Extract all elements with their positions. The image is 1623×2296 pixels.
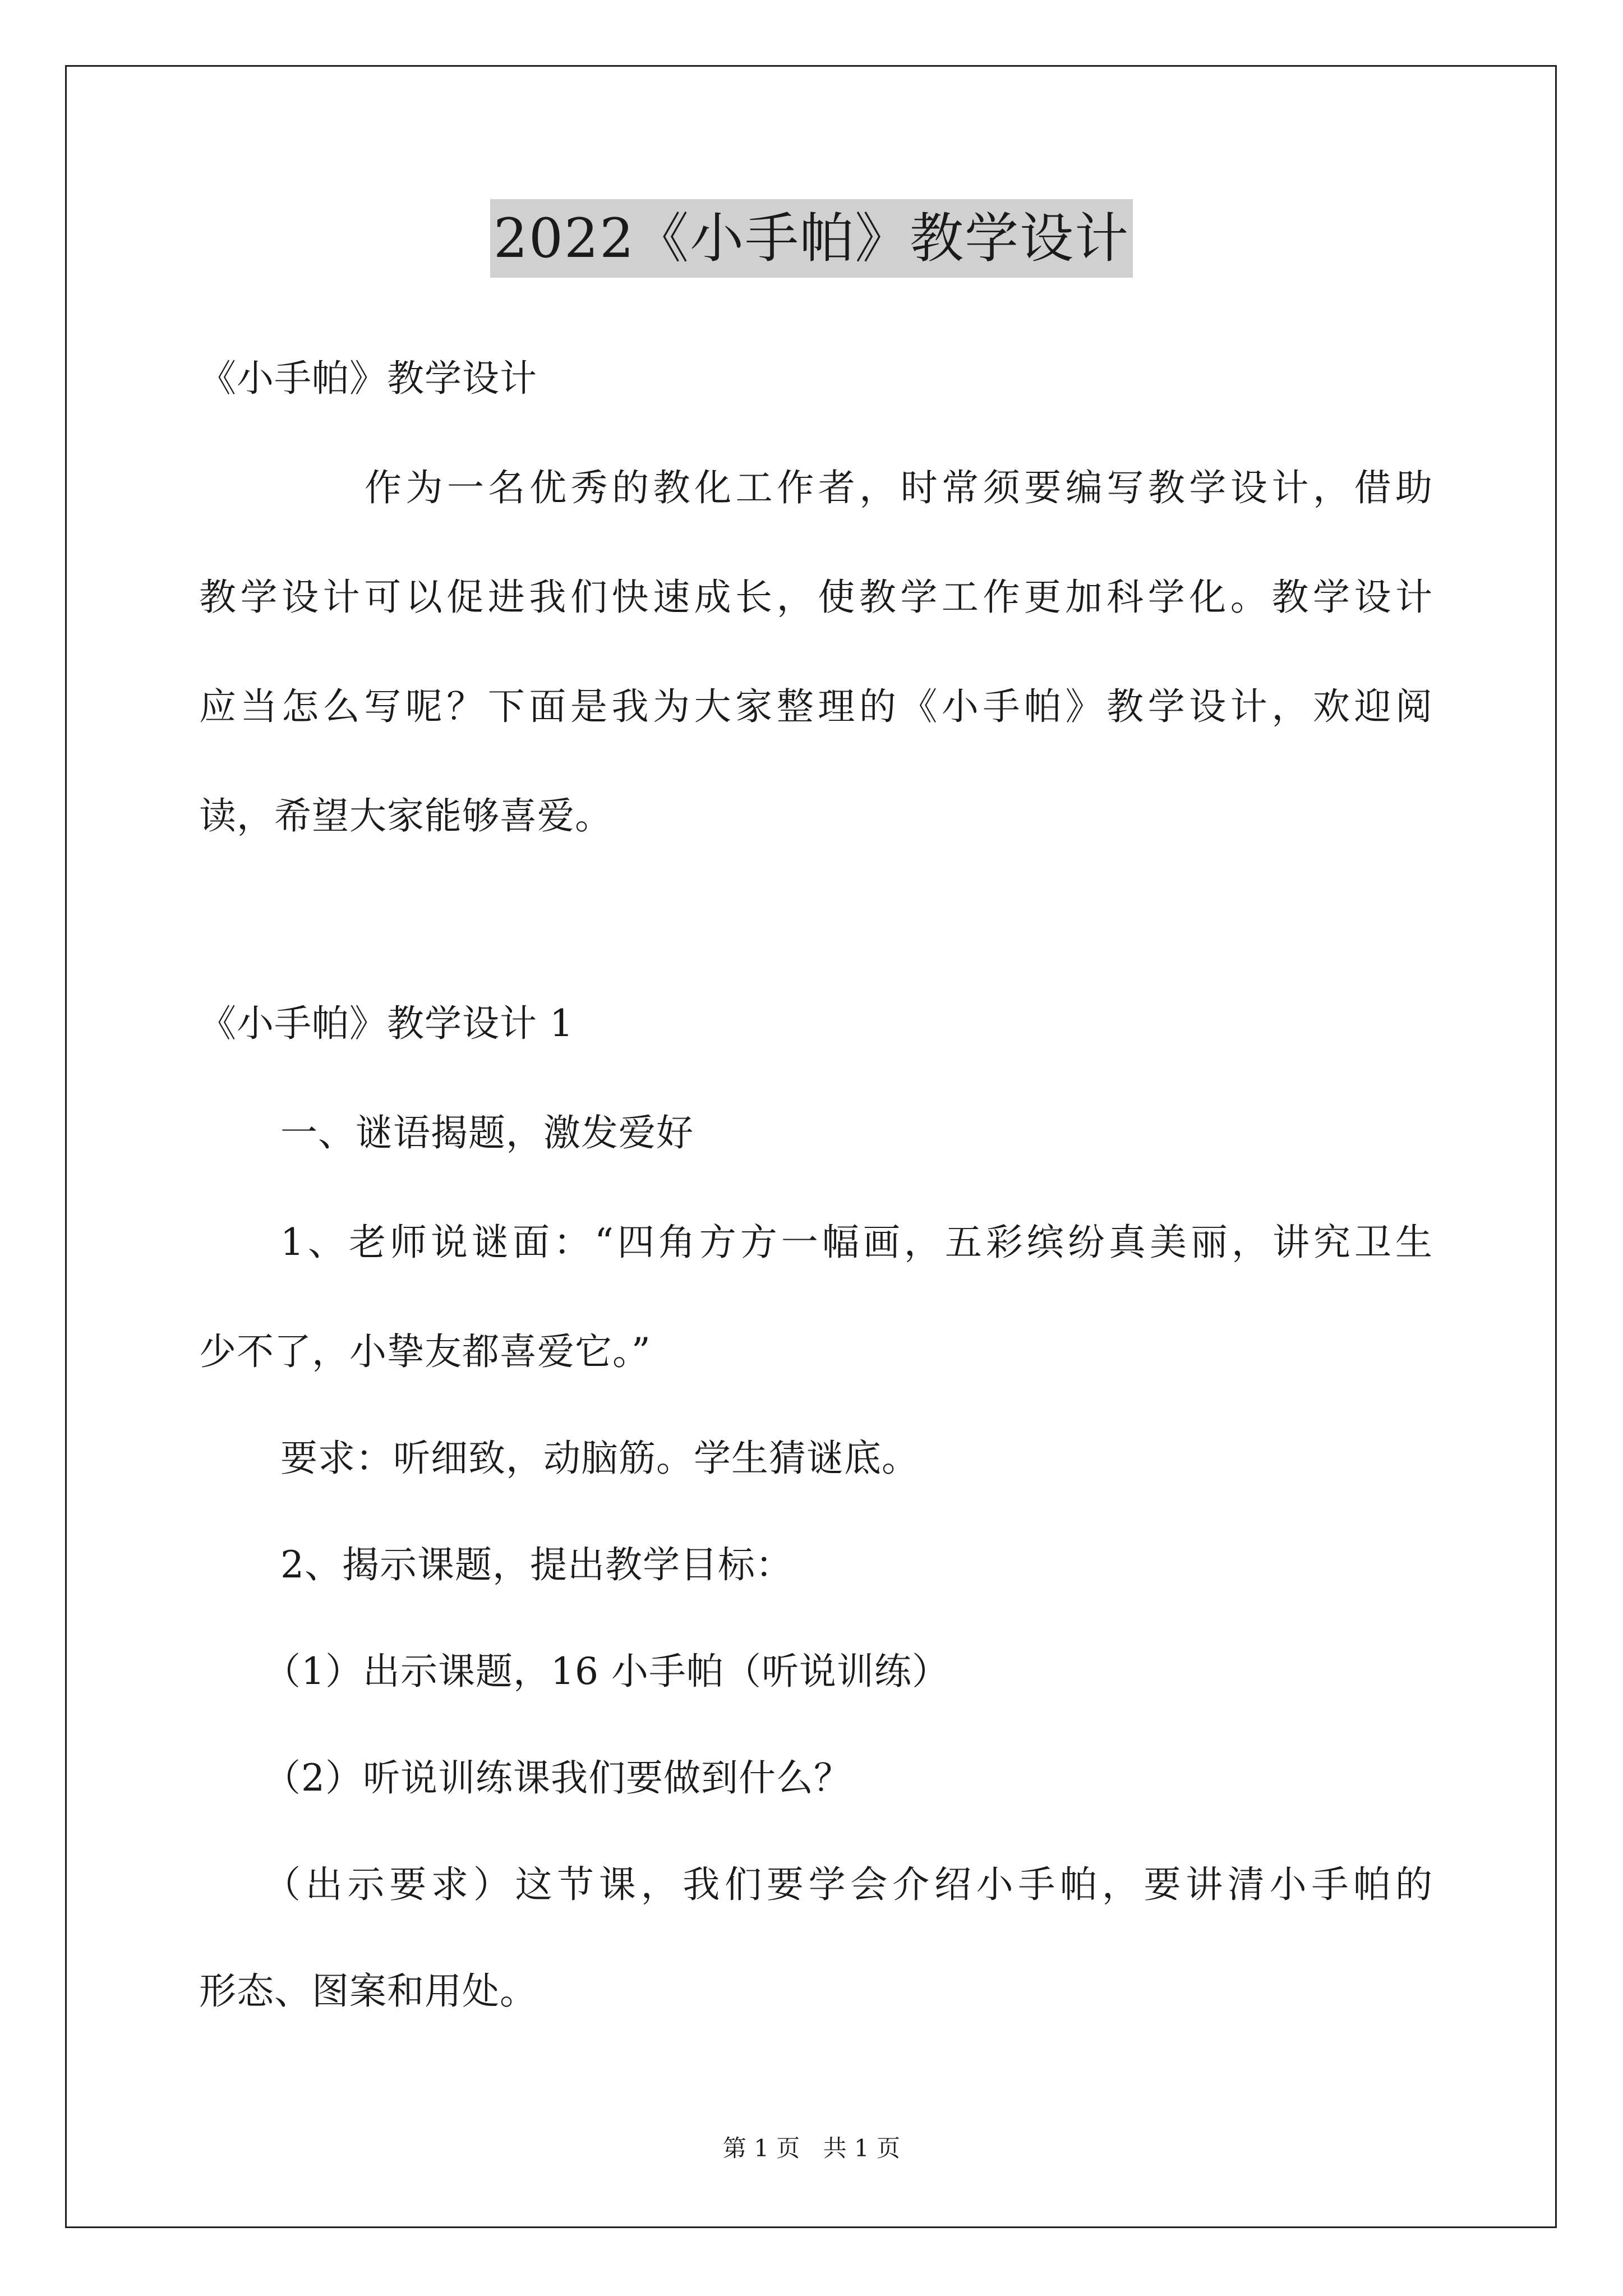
requirement-text: 要求：听细致，动脑筋。学生猜谜底。 (280, 1437, 919, 1480)
intro-line-4: 读，希望大家能够喜爱。 (199, 794, 612, 838)
intro-line-3: 应当怎么写呢？下面是我为大家整理的《小手帕》教学设计，欢迎阅 (199, 685, 1433, 728)
title-container (0, 199, 1623, 278)
riddle-line-1: 1、老师说谜面：“四角方方一幅画，五彩缤纷真美丽，讲究卫生 (280, 1221, 1433, 1264)
step1-heading: 一、谜语揭题，激发爱好 (280, 1111, 694, 1154)
page-footer (0, 2132, 1623, 2165)
point-1: （1）出示课题，16 小手帕（听说训练） (264, 1650, 949, 1693)
page-total: 共 1 页 (823, 2134, 901, 2162)
riddle-line-2: 少不了，小挚友都喜爱它。” (199, 1330, 651, 1373)
goal-line-2: 形态、图案和用处。 (199, 1970, 537, 2013)
goal-line-1: （出示要求）这节课，我们要学会介绍小手帕，要讲清小手帕的 (264, 1863, 1433, 1906)
reveal-text: 2、揭示课题，提出教学目标： (280, 1543, 793, 1586)
point-2: （2）听说训练课我们要做到什么？ (264, 1756, 851, 1800)
intro-line-1: 作为一名优秀的教化工作者，时常须要编写教学设计，借助 (365, 466, 1433, 509)
subtitle: 《小手帕》教学设计 (199, 357, 537, 400)
document-title: 2022《小手帕》教学设计 (490, 199, 1133, 278)
section-heading: 《小手帕》教学设计 1 (199, 1002, 574, 1045)
page-number: 第 1 页 (722, 2134, 800, 2162)
intro-line-2: 教学设计可以促进我们快速成长，使教学工作更加科学化。教学设计 (199, 576, 1433, 619)
